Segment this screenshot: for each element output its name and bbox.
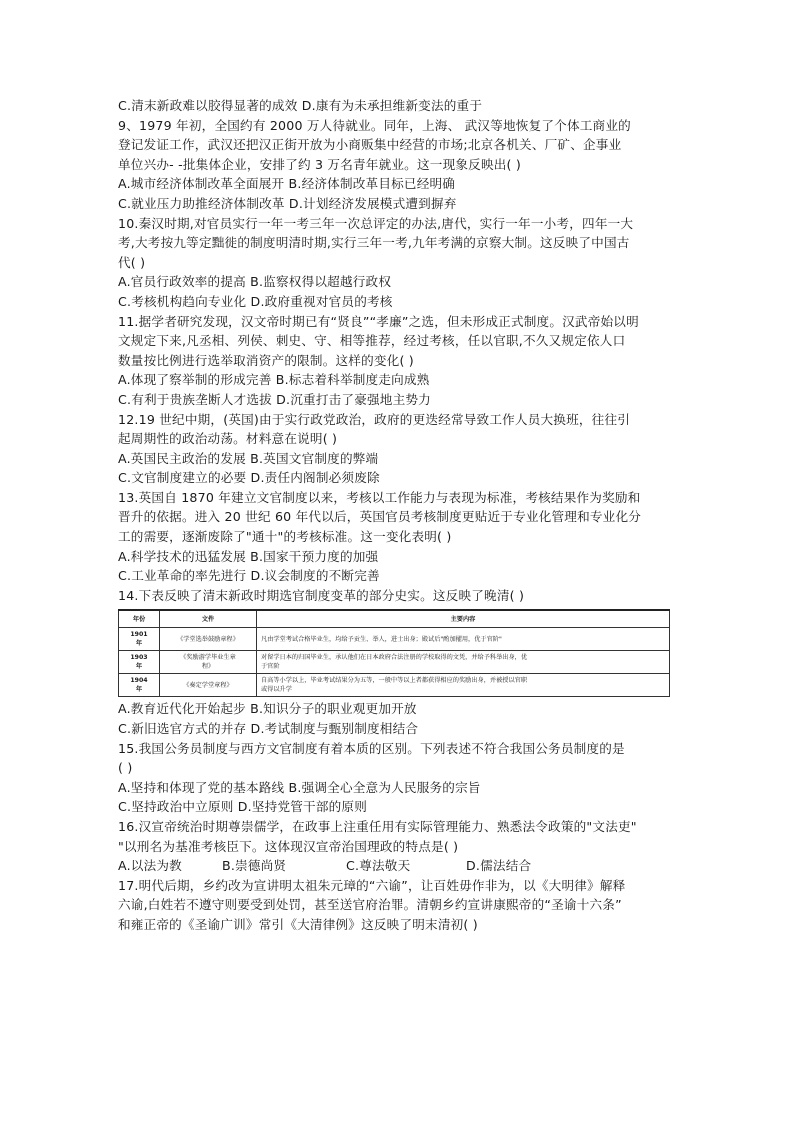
- table-row: [119, 628, 670, 651]
- table-row: [119, 674, 670, 697]
- text-line: 9、1979 年初，全国约有 2000 万人待就业。同年，上海、 武汉等地恢复了个体工商业的: [118, 117, 631, 133]
- header-document: 文件: [160, 610, 257, 628]
- cell-content: 自高等小学以上，毕业考试结果分为五等，一般中等以上者都获得相应的奖励出身，并被授以官职 或得以升学: [257, 674, 670, 697]
- cell-document: 《奏定学堂章程》: [160, 674, 257, 697]
- text-line: 代( ): [118, 254, 146, 270]
- question-text-block-2: [118, 699, 678, 856]
- text-line: 15.我国公务员制度与西方文官制度有着本质的区别。下列表述不符合我国公务员制度的是: [118, 740, 625, 756]
- text-line: 文规定下来,凡丞相、列侯、刺史、守、相等推荐，经过考核，任以官职,不久又规定依人口: [118, 333, 626, 349]
- cell-document: 《奖励游学毕业生章 程》: [160, 651, 257, 674]
- text-line: 14.下表反映了清末新政时期选官制度变革的部分史实。这反映了晚清( ): [118, 587, 525, 603]
- header-content: 主要内容: [257, 610, 670, 628]
- text-line: A.官员行政效率的提高 B.监察权得以超越行政权: [118, 274, 392, 290]
- question-text-block-3: [118, 876, 678, 935]
- text-line: 13.英国自 1870 年建立文官制度以来，考核以工作能力与表现为标准，考核结果作为奖励和: [118, 489, 641, 505]
- exam-page: [118, 96, 678, 935]
- question-text-block-1: [118, 96, 678, 605]
- text-line: C.有利于贵族垄断人才选拔 D.沉重打击了豪强地主势力: [118, 391, 431, 407]
- cell-year: 1901 年: [119, 628, 160, 651]
- text-line: 17.明代后期，乡约改为宣讲明太祖朱元璋的“六谕”，让百姓毋作非为，以《大明律》解释: [118, 877, 626, 893]
- cell-year: 1904 年: [119, 674, 160, 697]
- cell-content: 凡由学堂考试合格毕业生，均给予贡生、举人，进士出身；殿试后"酌加擢用，优于官阶": [257, 628, 670, 651]
- text-line: C.文官制度建立的必要 D.责任内阁制必须废除: [118, 470, 380, 486]
- table-header-row: [119, 610, 670, 628]
- text-line: C.工业革命的率先进行 D.议会制度的不断完善: [118, 568, 380, 584]
- text-line: A.城市经济体制改革全面展开 B.经济体制改革目标已经明确: [118, 176, 456, 192]
- cell-content: 对留学日本的归国毕业生，承认他们在日本政府合法注册的学校取得的文凭，并给予科举出身，优 于官阶: [257, 651, 670, 674]
- text-line: A.英国民主政治的发展 B.英国文官制度的弊端: [118, 450, 379, 466]
- text-line: A.坚持和体现了党的基本路线 B.强调全心全意为人民服务的宗旨: [118, 779, 481, 795]
- text-line: ( ): [118, 760, 133, 776]
- text-line: 晋升的依据。进入 20 世纪 60 年代以后，英国官员考核制度更贴近于专业化管理和专业化分: [118, 509, 642, 525]
- text-line: C.新旧选官方式的并存 D.考试制度与甄别制度相结合: [118, 721, 419, 737]
- text-line: 16.汉宣帝统治时期尊崇儒学，在政事上注重任用有实际管理能力、熟悉法令政策的"文法吏": [118, 819, 637, 834]
- cell-document: 《学堂选举鼓励章程》: [160, 628, 257, 651]
- text-line: C.坚持政治中立原则 D.坚持党管干部的原则: [118, 799, 367, 815]
- text-line: 数量按比例进行选举取消资产的限制。这样的变化( ): [118, 352, 414, 368]
- q16-option-a[interactable]: A.以法为教: [118, 858, 182, 874]
- text-line: C.清末新政难以胶得显著的成效 D.康有为未承担维新变法的重于: [118, 98, 483, 113]
- table-row: [119, 651, 670, 674]
- header-year: 年份: [119, 610, 160, 628]
- text-line: 12.19 世纪中期，(英国)由于实行政党政治，政府的更迭经常导致工作人员大换班，往往引: [118, 411, 631, 427]
- text-line: 考,大考按九等定黜徙的制度明清时期,实行三年一考,九年考满的京察大制。这反映了中国古: [118, 235, 630, 251]
- text-line: 六谕,白姓若不遵守则要受到处罚，甚至送官府治罪。清朝乡约宣讲康熙帝的“圣谕十六条”: [118, 897, 622, 913]
- text-line: 和雍正帝的《圣谕广训》常引《大清律例》这反映了明末清初( ): [118, 916, 478, 932]
- text-line: C.就业压力助推经济体制改革 D.计划经济发展模式遭到摒弃: [118, 195, 457, 211]
- text-line: A.科学技术的迅猛发展 B.国家干预力度的加强: [118, 548, 379, 564]
- text-line: 10.秦汉时期,对官员实行一年一考三年一次总评定的办法,唐代，实行一年一小考，四年一大: [118, 215, 634, 231]
- text-line: A.体现了察举制的形成完善 B.标志着科举制度走向成熟: [118, 372, 430, 388]
- text-line: 单位兴办- -批集体企业，安排了约 3 万名青年就业。这一现象反映出( ): [118, 156, 521, 172]
- text-line: 起周期性的政治动荡。材料意在说明( ): [118, 431, 338, 447]
- q16-option-b[interactable]: B.崇德尚贤: [222, 858, 287, 874]
- text-line: 工的需要，逐渐废除了"通十"的考核标准。这一变化表明( ): [118, 529, 452, 545]
- text-line: 登记发证工作，武汉还把汉正街开放为小商贩集中经营的市场;北京各机关、厂矿、企事业: [118, 137, 622, 153]
- text-line: A.教育近代化开始起步 B.知识分子的职业观更加开放: [118, 701, 417, 717]
- q16-option-d[interactable]: D.儒法结合: [466, 858, 532, 874]
- text-line: "以刑名为基准考核臣下。这体现汉宣帝治国理政的特点是( ): [118, 838, 459, 854]
- cell-year: 1903 年: [119, 651, 160, 674]
- text-line: 11.据学者研究发现，汉文帝时期已有“贤良”“孝廉”之选，但未形成正式制度。汉武帝始以明: [118, 313, 639, 329]
- text-line: C.考核机构趋向专业化 D.政府重视对官员的考核: [118, 293, 393, 309]
- q16-option-c[interactable]: C.尊法敬天: [346, 858, 411, 874]
- q16-options: [118, 856, 678, 876]
- reform-history-table: [118, 609, 670, 697]
